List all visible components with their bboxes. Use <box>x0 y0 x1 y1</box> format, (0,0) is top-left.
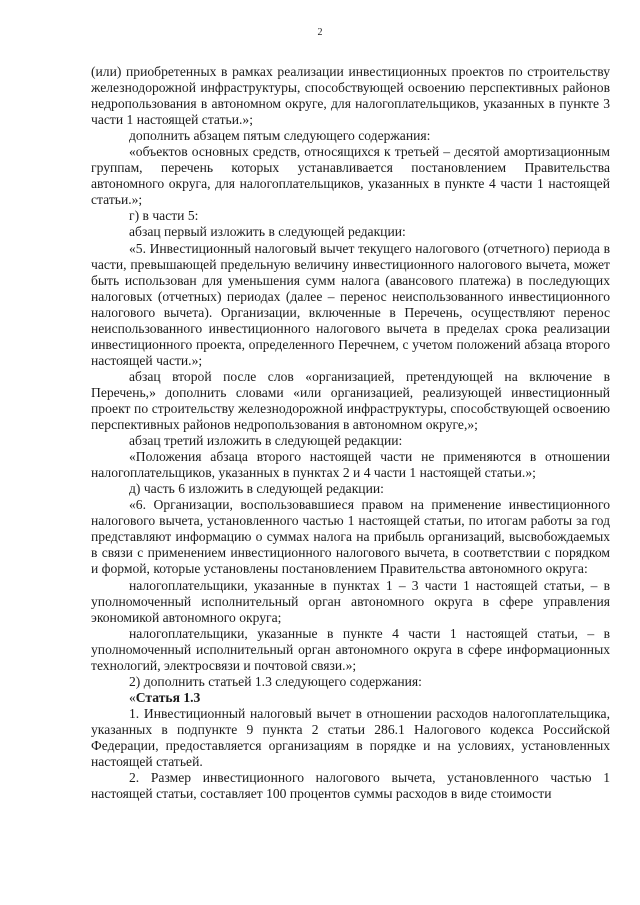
paragraph: «5. Инвестиционный налоговый вычет текущего налогового (отчетного) периода в части, превышающей предельную величину инвестиционного налогового вычета, может быть использован для уменьшения сумм налога (авансового платежа) в последующих налоговых (отчетных) периодах (далее – перенос неиспользованного инвестиционного налогового вычета). Организации, включенные в Перечень, осуществляют перенос неиспользованного инвестиционного налогового вычета в пределах срока реализации инвестиционного проекта, определенного Перечнем, с учетом положений абзаца второго настоящей части.»; <box>91 240 610 368</box>
paragraph: «объектов основных средств, относящихся к третьей – десятой амортизационным группам, перечень которых устанавливается постановлением Правительства автономного округа, для налогоплательщиков, указанных в пункте 4 части 1 настоящей статьи.»; <box>91 144 610 208</box>
article-heading <box>91 690 610 706</box>
paragraph: г) в части 5: <box>129 208 199 224</box>
paragraph: дополнить абзацем пятым следующего содержания: <box>129 128 431 144</box>
page-number: 2 <box>317 27 323 38</box>
heading-quote: « <box>129 689 136 705</box>
paragraph: налогоплательщики, указанные в пункте 4 части 1 настоящей статьи, – в уполномоченный исполнительный орган автономного округа в сфере информационных технологий, электросвязи и почтовой связи.»; <box>91 625 610 673</box>
paragraph: 1. Инвестиционный налоговый вычет в отношении расходов налогоплательщика, указанных в подпункте 9 пункта 2 статьи 286.1 Налогового кодекса Российской Федерации, предоставляется организациям в порядке и на условиях, установленных настоящей статьей. <box>91 705 610 770</box>
paragraph: «Положения абзаца второго настоящей части не применяются в отношении налогоплательщиков, указанных в пунктах 2 и 4 части 1 настоящей статьи.»; <box>91 449 610 481</box>
paragraph: налогоплательщики, указанные в пунктах 1 – 3 части 1 настоящей статьи, – в уполномоченный исполнительный орган автономного округа в сфере управления экономикой автономного округа; <box>91 577 610 625</box>
paragraph: 2. Размер инвестиционного налогового вычета, установленного частью 1 настоящей статьи, составляет 100 процентов суммы расходов в виде стоимости <box>91 770 610 802</box>
paragraph: абзац первый изложить в следующей редакции: <box>129 224 406 240</box>
heading-text: Статья 1.3 <box>135 689 201 705</box>
paragraph: «6. Организации, воспользовавшиеся правом на применение инвестиционного налогового вычета, установленного частью 1 настоящей статьи, по итогам работы за год представляют информацию о суммах налога на прибыль организаций, высвобождаемых в связи с применением инвестиционного налогового вычета, в соответствии с порядком и формой, которые установлены постановлением Правительства автономного округа: <box>91 497 610 577</box>
paragraph: абзац второй после слов «организацией, претендующей на включение в Перечень,» дополнить словами «или организацией, реализующей инвестиционный проект по строительству железнодорожной инфраструктуры, способствующей освоению перспективных районов недропользования в автономном округе,»; <box>91 368 610 433</box>
paragraph: (или) приобретенных в рамках реализации инвестиционных проектов по строительству железнодорожной инфраструктуры, способствующей освоению перспективных районов недропользования в автономном округе, для налогоплательщиков, указанных в пункте 3 части 1 настоящей статьи.»; <box>91 64 610 128</box>
paragraph: 2) дополнить статьей 1.3 следующего содержания: <box>129 673 422 689</box>
paragraph: д) часть 6 изложить в следующей редакции: <box>129 481 384 497</box>
document-body <box>91 64 610 802</box>
paragraph: абзац третий изложить в следующей редакции: <box>129 433 403 449</box>
